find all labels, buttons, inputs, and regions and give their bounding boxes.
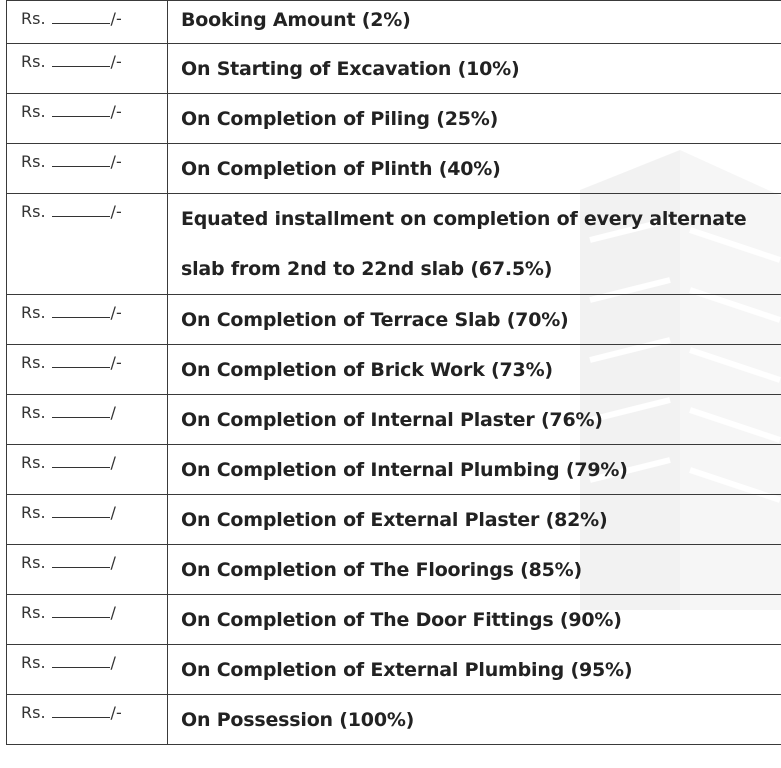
table-row	[7, 495, 781, 545]
amount-cell	[7, 94, 168, 144]
table-row	[7, 695, 781, 745]
amount-prefix: Rs.	[21, 703, 46, 722]
table-row	[7, 645, 781, 695]
amount-suffix: /-	[110, 152, 122, 171]
amount-prefix: Rs.	[21, 553, 46, 572]
table-row	[7, 1, 781, 44]
table-row	[7, 44, 781, 94]
amount-blank	[52, 154, 110, 167]
amount-prefix: Rs.	[21, 152, 46, 171]
amount-cell	[7, 545, 168, 595]
stage-cell: On Completion of Brick Work (73%)	[168, 345, 781, 395]
amount-prefix: Rs.	[21, 353, 46, 372]
amount-suffix: /-	[110, 303, 122, 322]
amount-blank	[52, 104, 110, 117]
amount-suffix: /-	[110, 353, 122, 372]
amount-suffix: /	[110, 553, 116, 572]
amount-blank	[52, 11, 110, 24]
amount-blank	[52, 405, 110, 418]
amount-cell	[7, 695, 168, 745]
amount-suffix: /-	[110, 9, 122, 28]
amount-blank	[52, 555, 110, 568]
amount-blank	[52, 355, 110, 368]
stage-cell: On Completion of Terrace Slab (70%)	[168, 295, 781, 345]
table-row	[7, 295, 781, 345]
amount-cell	[7, 395, 168, 445]
amount-blank	[52, 305, 110, 318]
table-row	[7, 545, 781, 595]
table-row	[7, 94, 781, 144]
stage-cell: On Possession (100%)	[168, 695, 781, 745]
table-row	[7, 345, 781, 395]
amount-cell	[7, 295, 168, 345]
amount-blank	[52, 455, 110, 468]
amount-suffix: /	[110, 603, 116, 622]
amount-suffix: /	[110, 503, 116, 522]
stage-cell: Booking Amount (2%)	[168, 1, 781, 44]
stage-cell: On Completion of External Plaster (82%)	[168, 495, 781, 545]
amount-suffix: /-	[110, 102, 122, 121]
amount-suffix: /	[110, 653, 116, 672]
amount-prefix: Rs.	[21, 403, 46, 422]
amount-cell	[7, 645, 168, 695]
stage-cell: On Completion of External Plumbing (95%)	[168, 645, 781, 695]
amount-prefix: Rs.	[21, 453, 46, 472]
amount-suffix: /	[110, 453, 116, 472]
amount-prefix: Rs.	[21, 9, 46, 28]
stage-cell: On Starting of Excavation (10%)	[168, 44, 781, 94]
amount-prefix: Rs.	[21, 202, 46, 221]
amount-cell	[7, 495, 168, 545]
table-row	[7, 194, 781, 295]
amount-blank	[52, 54, 110, 67]
amount-cell	[7, 194, 168, 295]
amount-suffix: /-	[110, 52, 122, 71]
stage-cell: On Completion of The Floorings (85%)	[168, 545, 781, 595]
amount-cell	[7, 1, 168, 44]
stage-cell: On Completion of Piling (25%)	[168, 94, 781, 144]
amount-blank	[52, 705, 110, 718]
amount-cell	[7, 44, 168, 94]
stage-cell: Equated installment on completion of every alternate slab from 2nd to 22nd slab (67.5%)	[168, 194, 781, 295]
table-row	[7, 395, 781, 445]
amount-suffix: /-	[110, 202, 122, 221]
payment-schedule-body	[7, 1, 781, 745]
table-row	[7, 144, 781, 194]
table-row	[7, 445, 781, 495]
stage-cell: On Completion of Internal Plumbing (79%)	[168, 445, 781, 495]
amount-cell	[7, 345, 168, 395]
amount-prefix: Rs.	[21, 503, 46, 522]
amount-suffix: /	[110, 403, 116, 422]
amount-blank	[52, 505, 110, 518]
amount-suffix: /-	[110, 703, 122, 722]
stage-cell: On Completion of Plinth (40%)	[168, 144, 781, 194]
amount-prefix: Rs.	[21, 603, 46, 622]
stage-cell: On Completion of Internal Plaster (76%)	[168, 395, 781, 445]
amount-cell	[7, 595, 168, 645]
amount-cell	[7, 445, 168, 495]
amount-prefix: Rs.	[21, 102, 46, 121]
amount-blank	[52, 655, 110, 668]
table-row	[7, 595, 781, 645]
amount-prefix: Rs.	[21, 653, 46, 672]
payment-schedule-table	[6, 0, 781, 745]
amount-prefix: Rs.	[21, 303, 46, 322]
stage-cell: On Completion of The Door Fittings (90%)	[168, 595, 781, 645]
amount-blank	[52, 204, 110, 217]
amount-prefix: Rs.	[21, 52, 46, 71]
amount-cell	[7, 144, 168, 194]
amount-blank	[52, 605, 110, 618]
